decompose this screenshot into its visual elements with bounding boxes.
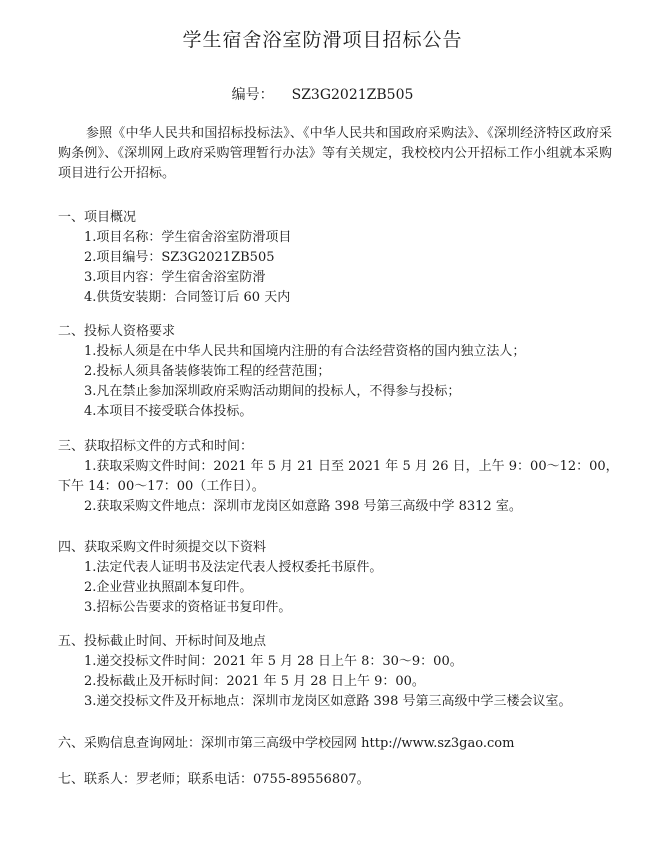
number-label: 编号： [231,87,274,103]
number-value: SZ3G2021ZB505 [291,87,414,103]
section-heading: 六、采购信息查询网址：深圳市第三高级中学校园网 http://www.sz3gao.com [58,736,515,751]
document-title: 学生宿舍浴室防滑项目招标公告 [182,29,463,51]
section-heading: 五、投标截止时间、开标时间及地点 [58,634,267,649]
list-item: 4.本项目不接受联合体投标。 [84,404,253,419]
section-info-website [58,734,618,754]
section-bidder-qualifications [58,322,618,422]
list-item: 3.项目内容：学生宿舍浴室防滑 [84,270,266,285]
section-obtain-documents [58,437,618,517]
list-item: 1.获取采购文件时间：2021 年 5 月 21 日至 2021 年 5 月 26 日，上午 9：00～12：00， [84,459,619,474]
section-heading: 七、联系人：罗老师；联系电话：0755-89556807。 [58,772,370,787]
section-project-overview [58,208,618,308]
list-item: 3.凡在禁止参加深圳政府采购活动期间的投标人，不得参与投标； [84,384,461,399]
section-deadline-and-opening [58,632,618,712]
list-item: 2.项目编号：SZ3G2021ZB505 [84,250,275,265]
list-item: 2.企业营业执照副本复印件。 [84,580,253,595]
list-item: 1.项目名称：学生宿舍浴室防滑项目 [84,230,292,245]
section-required-materials [58,538,618,618]
section-heading: 三、获取招标文件的方式和时间： [58,439,254,454]
list-item: 2.投标截止及开标时间：2021 年 5 月 28 日上午 9：00。 [84,674,425,689]
list-item: 2.投标人须具备装修装饰工程的经营范围； [84,364,331,379]
list-item: 1.法定代表人证明书及法定代表人授权委托书原件。 [84,560,383,575]
section-heading: 四、获取采购文件时须提交以下资料 [58,540,267,555]
list-item: 3.递交投标文件及开标地点：深圳市龙岗区如意路 398 号第三高级中学三楼会议室。 [84,694,572,709]
list-item-continuation: 下午 14：00～17：00（工作日）。 [58,479,265,494]
section-heading: 一、项目概况 [58,210,137,225]
list-item: 1.递交投标文件时间：2021 年 5 月 28 日上午 8：30～9：00。 [84,654,463,669]
section-contact [58,770,618,790]
list-item: 3.招标公告要求的资格证书复印件。 [84,600,292,615]
list-item: 2.获取采购文件地点：深圳市龙岗区如意路 398 号第三高级中学 8312 室。 [84,499,522,514]
list-item: 4.供货安装期：合同签订后 60 天内 [84,290,291,305]
intro-paragraph: 参照《中华人民共和国招标投标法》、《中华人民共和国政府采购法》、《深圳经济特区政府采购条例》、《深圳网上政府采购管理暂行办法》等有关规定，我校校内公开招标工作小组就本采购项目进行公开招标。 [58,126,612,181]
section-heading: 二、投标人资格要求 [58,324,176,339]
list-item: 1.投标人须是在中华人民共和国境内注册的有合法经营资格的国内独立法人； [84,344,526,359]
document-number [0,84,645,104]
